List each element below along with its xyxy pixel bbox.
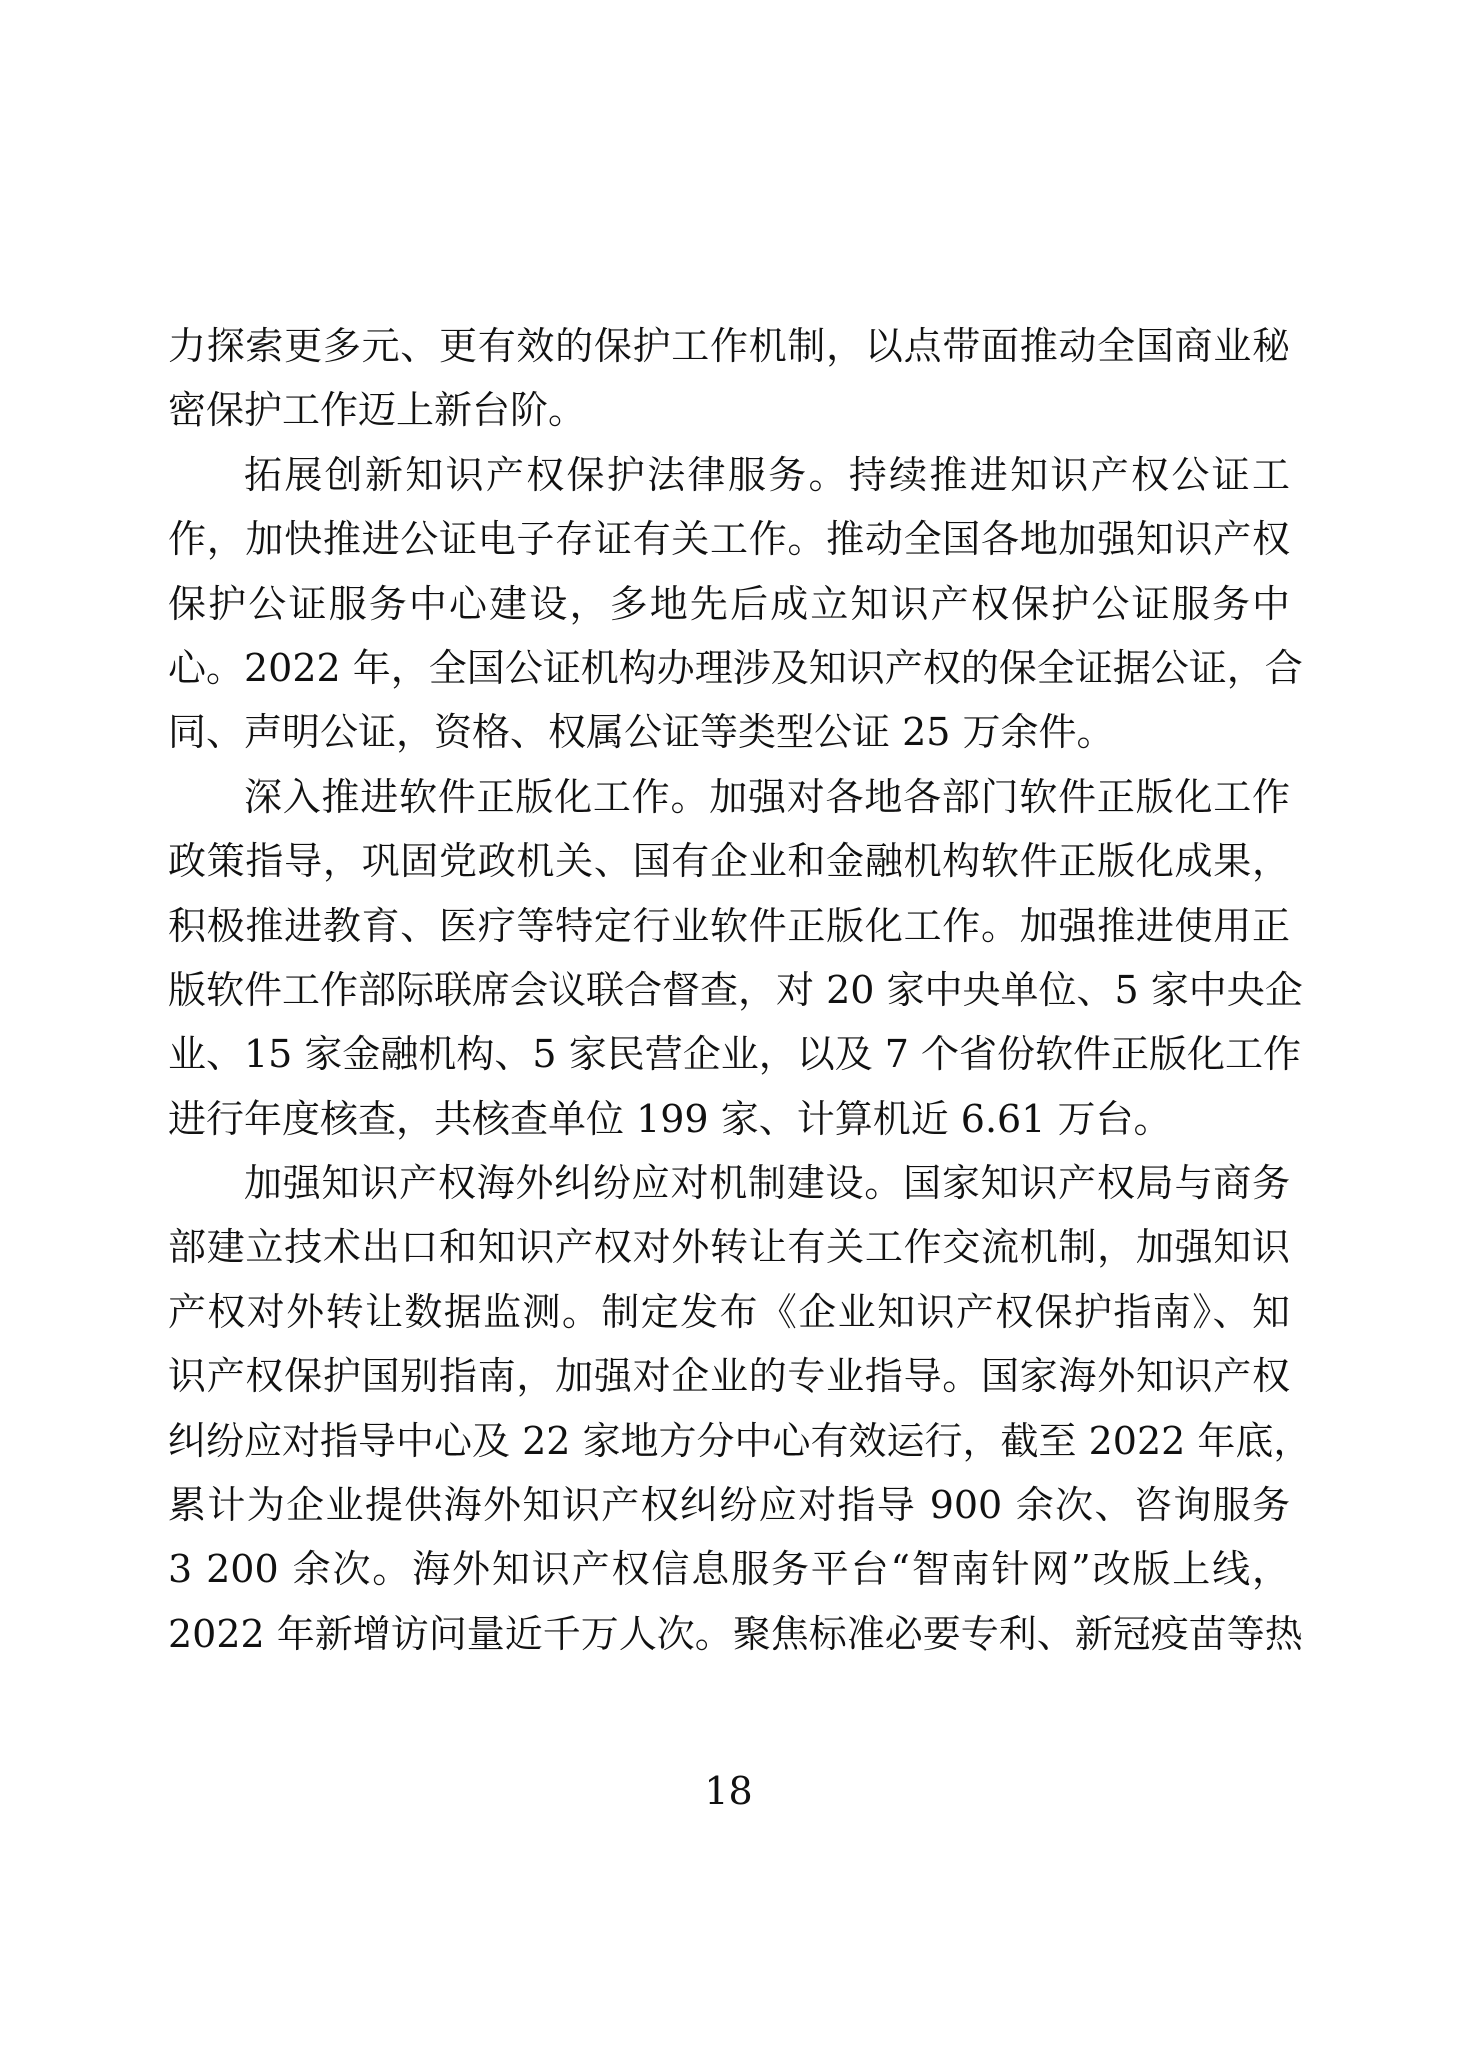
text-line: 纠纷应对指导中心及 22 家地方分中心有效运行，截至 2022 年底， <box>168 1418 1312 1463</box>
text-line: 作，加快推进公证电子存证有关工作。推动全国各地加强知识产权 <box>168 517 1290 562</box>
text-line: 深入推进软件正版化工作。加强对各地各部门软件正版化工作 <box>244 774 1290 819</box>
text-line: 保护公证服务中心建设，多地先后成立知识产权保护公证服务中 <box>168 581 1290 626</box>
text-line: 识产权保护国别指南，加强对企业的专业指导。国家海外知识产权 <box>168 1354 1290 1399</box>
page-number: 18 <box>704 1769 753 1813</box>
text-line: 政策指导，巩固党政机关、国有企业和金融机构软件正版化成果， <box>168 839 1290 884</box>
text-line: 版软件工作部际联席会议联合督查，对 20 家中央单位、5 家中央企 <box>168 967 1303 1012</box>
text-line: 密保护工作迈上新台阶。 <box>168 388 587 433</box>
paragraph <box>168 765 1303 1151</box>
paragraph <box>168 443 1303 765</box>
paragraph <box>168 1151 1312 1666</box>
text-line: 心。2022 年，全国公证机构办理涉及知识产权的保全证据公证，合 <box>168 645 1303 690</box>
text-line: 进行年度核查，共核查单位 199 家、计算机近 6.61 万台。 <box>168 1096 1172 1141</box>
text-line: 业、15 家金融机构、5 家民营企业，以及 7 个省份软件正版化工作 <box>168 1032 1302 1077</box>
text-line: 拓展创新知识产权保护法律服务。持续推进知识产权公证工 <box>244 452 1290 497</box>
text-line: 积极推进教育、医疗等特定行业软件正版化工作。加强推进使用正 <box>168 903 1290 948</box>
text-line: 力探索更多元、更有效的保护工作机制，以点带面推动全国商业秘 <box>168 324 1290 368</box>
text-line: 产权对外转让数据监测。制定发布《企业知识产权保护指南》、知 <box>168 1289 1290 1334</box>
text-line: 加强知识产权海外纠纷应对机制建设。国家知识产权局与商务 <box>244 1161 1290 1206</box>
text-line: 累计为企业提供海外知识产权纠纷应对指导 900 余次、咨询服务 <box>168 1483 1290 1528</box>
text-line: 同、声明公证，资格、权属公证等类型公证 25 万余件。 <box>168 710 1115 755</box>
text-line: 部建立技术出口和知识产权对外转让有关工作交流机制，加强知识 <box>168 1225 1290 1270</box>
text-line: 2022 年新增访问量近千万人次。聚焦标准必要专利、新冠疫苗等热 <box>168 1611 1303 1656</box>
body-text <box>168 314 1312 1666</box>
paragraph <box>168 314 1290 443</box>
text-line: 3 200 余次。海外知识产权信息服务平台“智南针网”改版上线， <box>168 1547 1290 1592</box>
